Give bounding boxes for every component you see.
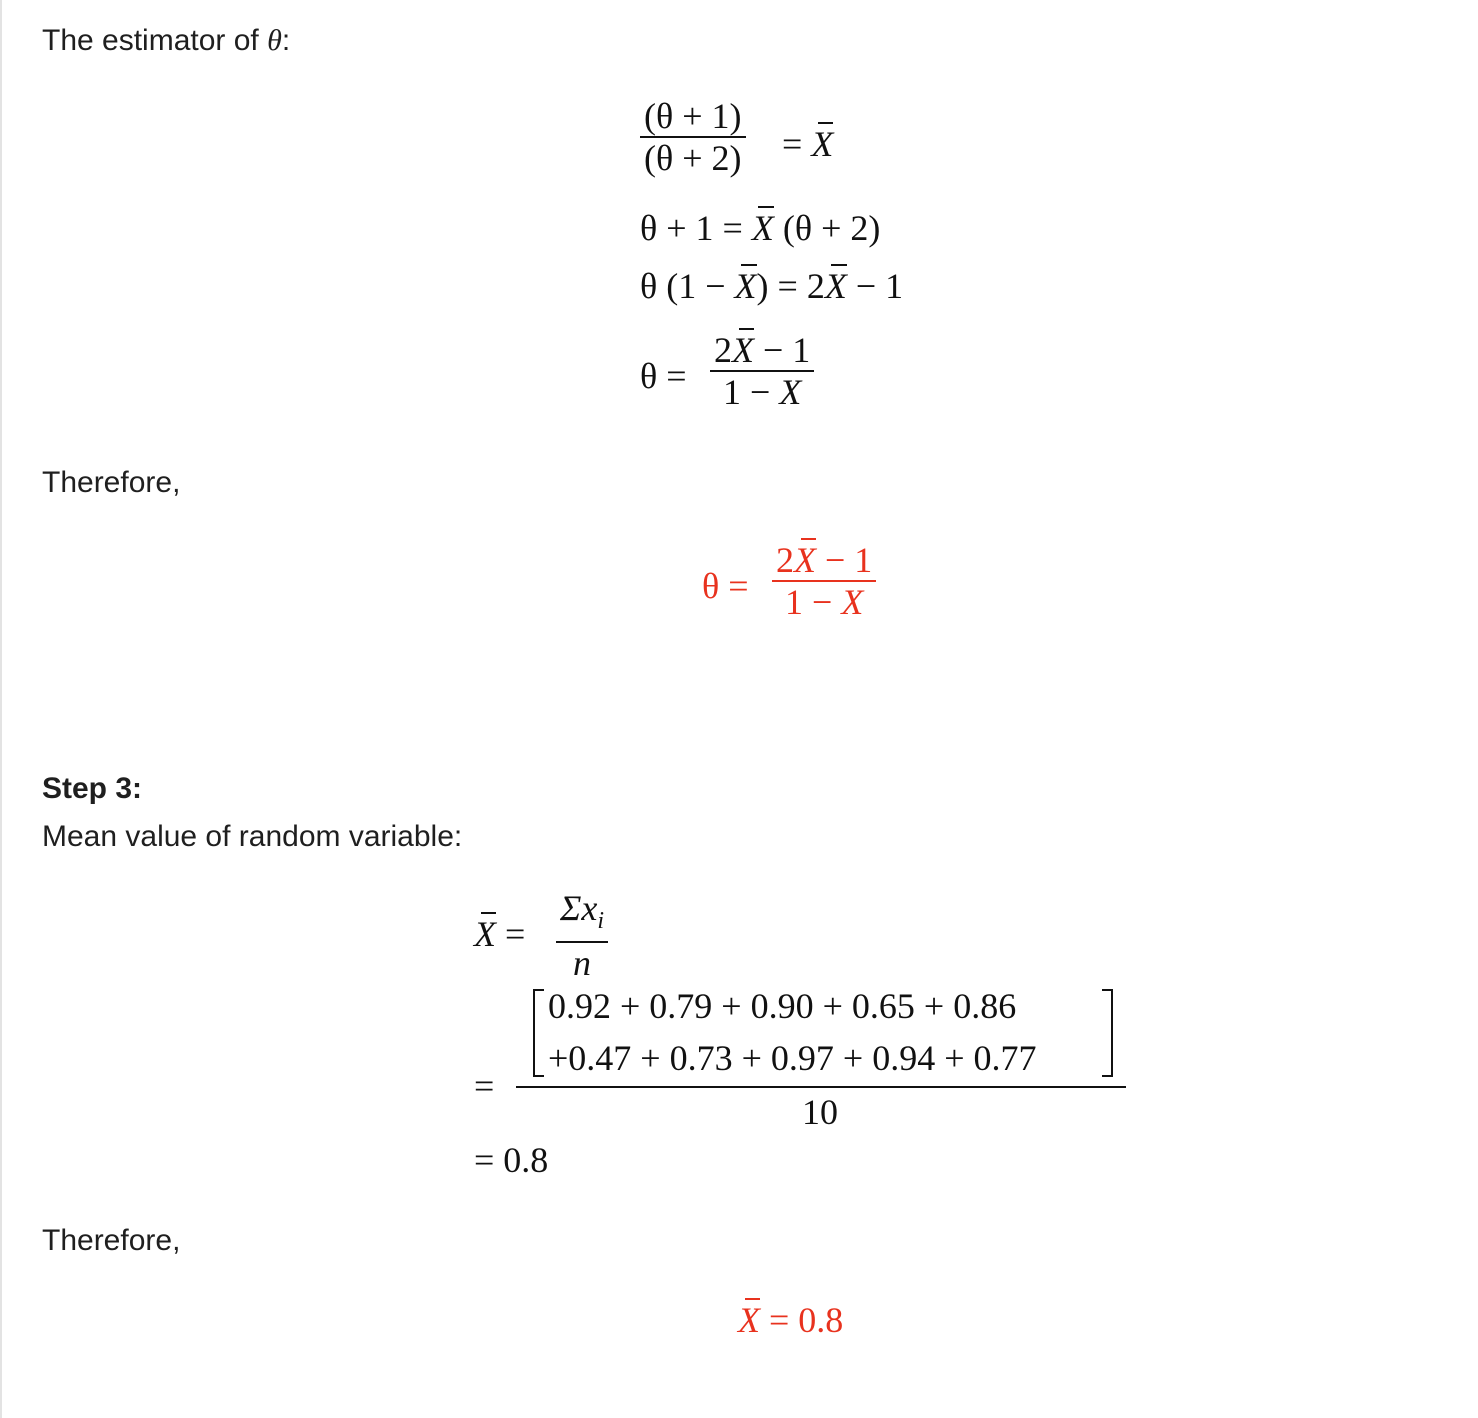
xbar-equals — [474, 914, 525, 954]
bracket-group — [530, 988, 1116, 1078]
red-xbar-result — [738, 1300, 843, 1340]
theta-equals-text: θ = — [640, 356, 687, 396]
equation-line-3 — [640, 266, 903, 306]
step-3-heading: Step 3: — [42, 772, 143, 805]
equals-big-fraction: = — [474, 1066, 495, 1106]
sigma-fraction — [556, 888, 608, 983]
sum-row-1: 0.92 + 0.79 + 0.90 + 0.65 + 0.86 — [548, 986, 1017, 1026]
line2-xbar: X — [751, 208, 774, 248]
left-border — [0, 0, 2, 1418]
line2-right: (θ + 2) — [773, 208, 881, 248]
line3-xbar-2: X — [824, 266, 847, 306]
therefore-text-1: Therefore, — [42, 466, 181, 499]
fraction-denominator: (θ + 2) — [644, 138, 742, 178]
sum-row-2: +0.47 + 0.73 + 0.97 + 0.94 + 0.77 — [548, 1038, 1037, 1078]
fraction-theta — [640, 96, 746, 178]
sigma-numerator: $\Sigma x_i$ — [560, 888, 605, 935]
big-fraction-line — [516, 1086, 1126, 1088]
red-xbar: X — [738, 1300, 760, 1340]
red-result-value: = 0.8 — [760, 1300, 844, 1340]
theta-equals — [640, 356, 687, 396]
estimator-prefix: The estimator of — [42, 24, 268, 57]
line3-left: θ (1 − — [640, 266, 735, 306]
xbar-lhs: X — [474, 914, 496, 954]
solution-numerator: 2X − 1 — [714, 330, 811, 370]
line3-mid: ) = 2 — [756, 266, 825, 306]
xbar-symbol: X — [811, 124, 834, 164]
therefore-text-2: Therefore, — [42, 1224, 181, 1257]
theta-solution-fraction — [710, 330, 814, 412]
theta-symbol: θ — [267, 24, 282, 57]
equals-0-8: = 0.8 — [474, 1140, 549, 1180]
sigma-denominator: n — [573, 943, 592, 984]
equals-xbar: = X — [782, 124, 834, 164]
solution-denominator: 1 − X — [723, 372, 802, 412]
equation-line-2 — [640, 208, 880, 248]
line3-right: − 1 — [846, 266, 904, 306]
red-theta-fraction — [772, 540, 876, 622]
equals-sign: = — [505, 914, 526, 954]
red-denominator: 1 − X — [785, 582, 864, 622]
fraction-numerator: (θ + 1) — [644, 96, 742, 136]
mean-value-text: Mean value of random variable: — [42, 820, 463, 853]
line2-left: θ + 1 = — [640, 208, 752, 248]
line3-xbar: X — [734, 266, 757, 306]
colon: : — [281, 24, 291, 57]
red-theta-equals: θ = — [702, 566, 749, 606]
red-numerator: 2X − 1 — [776, 540, 873, 580]
estimator-heading — [42, 24, 290, 58]
denominator-ten: 10 — [802, 1092, 838, 1132]
